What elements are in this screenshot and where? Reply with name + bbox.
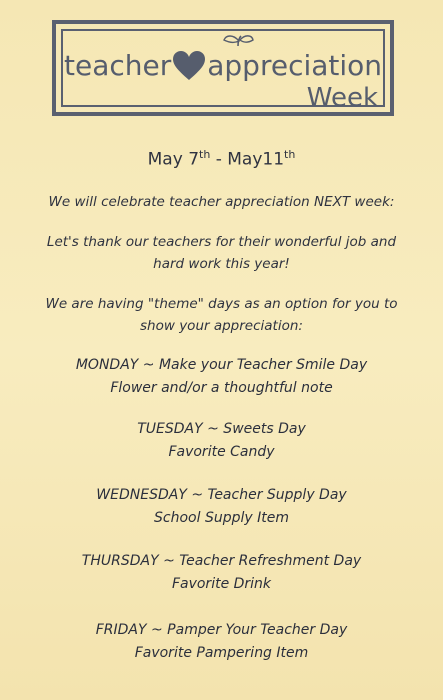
monday-detail: Flower and/or a thoughtful note <box>110 380 333 396</box>
banner-word-appreciation: appreciation <box>207 49 383 82</box>
tuesday-title: TUESDAY ~ Sweets Day <box>137 421 306 437</box>
banner-title-line <box>64 50 382 81</box>
intro-line-4: We are having "theme" days as an option for you to <box>45 296 398 312</box>
intro-line-1: We will celebrate teacher appreciation NEXT week: <box>48 194 395 210</box>
date-end: May11 <box>227 149 285 170</box>
intro-line-5: show your appreciation: <box>140 318 303 334</box>
date-start-suffix: th <box>199 148 211 161</box>
heart-icon <box>172 51 206 81</box>
intro-line-3: hard work this year! <box>153 256 290 272</box>
date-separator: - <box>210 149 228 170</box>
banner-word-week: Week <box>306 83 378 113</box>
friday-detail: Favorite Pampering Item <box>134 645 309 661</box>
tuesday-detail: Favorite Candy <box>168 444 275 460</box>
thursday-title: THURSDAY ~ Teacher Refreshment Day <box>81 553 362 569</box>
monday-title: MONDAY ~ Make your Teacher Smile Day <box>75 357 368 373</box>
banner-word-teacher: teacher <box>64 49 172 82</box>
date-range <box>0 148 443 170</box>
wednesday-title: WEDNESDAY ~ Teacher Supply Day <box>96 487 347 503</box>
intro-line-2: Let's thank our teachers for their wonderful job and <box>46 234 397 250</box>
title-banner <box>52 20 394 116</box>
date-start: May 7 <box>147 149 200 170</box>
thursday-detail: Favorite Drink <box>171 576 272 592</box>
friday-title: FRIDAY ~ Pamper Your Teacher Day <box>95 622 348 638</box>
wednesday-detail: School Supply Item <box>154 510 289 526</box>
date-end-suffix: th <box>284 148 296 161</box>
